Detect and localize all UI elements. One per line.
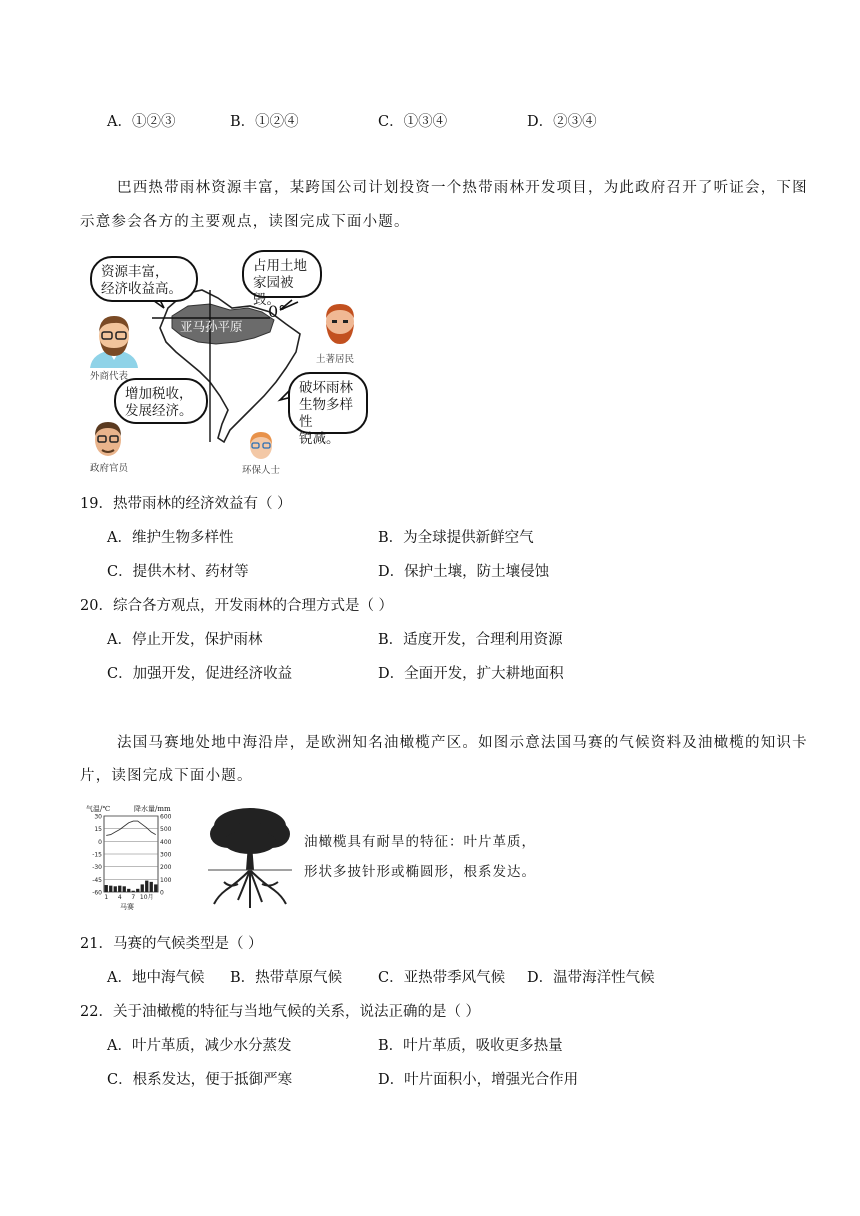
official-bubble: [114, 378, 208, 424]
q19-option-c: C．提供木材、药材等: [107, 564, 249, 580]
eco-activist-caption: 环保人士: [242, 465, 281, 476]
amazon-plain-label: 亚马孙平原: [180, 319, 243, 334]
q19-option-a: A．维护生物多样性: [107, 530, 234, 546]
foreign-rep-bubble: [90, 256, 198, 302]
left-axis-title: 气温/℃: [86, 805, 111, 813]
precip-bar: [145, 881, 148, 892]
left-tick-label: -60: [92, 889, 102, 897]
precip-bar: [150, 882, 153, 892]
q22-option-b: B．叶片革质，吸收更多热量: [378, 1038, 563, 1054]
olive-tree-icon: [208, 804, 292, 912]
intro2-line2: 片，读图完成下面小题。: [80, 768, 253, 784]
precip-bar: [141, 884, 144, 892]
q22-option-c: C．根系发达，便于抵御严寒: [107, 1072, 293, 1088]
right-tick-label: 600: [160, 813, 172, 821]
precip-bar: [118, 886, 121, 892]
olive-card-line2: 形状多披针形或椭圆形，根系发达。: [304, 864, 536, 880]
q22-stem: 22．关于油橄榄的特征与当地气候的关系，说法正确的是（ ）: [80, 1004, 481, 1020]
precip-bar: [105, 885, 108, 892]
foreign-rep-avatar-icon: [86, 312, 142, 368]
right-tick-label: 500: [160, 826, 172, 834]
foreign-rep-caption: 外商代表: [90, 371, 129, 382]
foreign-bubble-line2: 经济收益高。: [101, 281, 182, 297]
precip-bar: [136, 889, 139, 892]
climate-chart: [84, 804, 184, 914]
eco-activist-avatar-icon: [246, 428, 276, 464]
q22-option-a: A．叶片革质，减少水分蒸发: [107, 1038, 292, 1054]
q19-stem: 19．热带雨林的经济效益有（ ）: [80, 496, 292, 512]
eco-bubble-line2: 生物多样性: [299, 397, 353, 430]
brazil-figure: [80, 250, 380, 475]
q20-option-b: B．适度开发，合理利用资源: [378, 632, 563, 648]
x-tick-label: 4: [117, 894, 122, 901]
q21-stem: 21．马赛的气候类型是（ ）: [80, 936, 263, 952]
precip-bar: [123, 886, 126, 892]
precip-bar: [132, 891, 135, 892]
intro1-line2: 示意参会各方的主要观点，读图完成下面小题。: [80, 214, 410, 230]
q20-option-c: C．加强开发，促进经济收益: [107, 666, 293, 682]
station-label: 马赛: [120, 903, 134, 911]
native-resident-bubble: [242, 250, 322, 308]
official-bubble-line1: 增加税收，: [125, 386, 193, 402]
right-tick-label: 400: [160, 838, 172, 846]
intro2-line1: 法国马赛地处地中海沿岸，是欧洲知名油橄榄产区。如图示意法国马赛的气候资料及油橄榄的知识卡: [117, 735, 808, 751]
left-tick-label: 0: [98, 838, 102, 846]
q20-option-a: A．停止开发，保护雨林: [107, 632, 263, 648]
official-bubble-line2: 发展经济。: [125, 403, 193, 419]
right-axis-title: 降水量/mm: [134, 805, 171, 813]
q18-option-a: A．①②③: [107, 114, 176, 130]
q21-option-b: B．热带草原气候: [230, 970, 343, 986]
left-tick-label: -15: [92, 851, 102, 859]
left-tick-label: -45: [92, 876, 102, 884]
q18-option-b: B．①②④: [230, 114, 299, 130]
x-tick-label: 1: [104, 894, 109, 901]
left-tick-label: 15: [94, 826, 102, 834]
official-avatar-icon: [90, 418, 126, 460]
official-caption: 政府官员: [90, 463, 129, 474]
q19-option-b: B．为全球提供新鲜空气: [378, 530, 534, 546]
q18-option-d: D．②③④: [527, 114, 597, 130]
right-tick-label: 0: [160, 889, 164, 897]
q21-option-c: C．亚热带季风气候: [378, 970, 506, 986]
q20-option-d: D．全面开发，扩大耕地面积: [378, 666, 564, 682]
temperature-line: [106, 821, 156, 835]
climate-plot: [84, 804, 184, 914]
eco-activist-bubble: [288, 372, 368, 447]
q18-option-c: C．①③④: [378, 114, 448, 130]
left-tick-label: 30: [94, 813, 102, 821]
native-bubble-line1: 占用土地: [253, 258, 307, 274]
x-tick-label: 10月: [139, 894, 154, 901]
right-tick-label: 300: [160, 851, 172, 859]
intro1-line1: 巴西热带雨林资源丰富，某跨国公司计划投资一个热带雨林开发项目，为此政府召开了听证会，下图: [117, 180, 808, 196]
native-bubble-line2: 家园被毁。: [253, 275, 294, 308]
eco-bubble-line1: 破坏雨林: [299, 380, 353, 396]
native-resident-caption: 土著居民: [316, 354, 355, 365]
precip-bar: [114, 886, 117, 892]
olive-card-line1: 油橄榄具有耐旱的特征：叶片革质，: [304, 834, 536, 850]
right-tick-label: 100: [160, 876, 172, 884]
precip-bar: [109, 886, 112, 892]
q21-option-a: A．地中海气候: [107, 970, 205, 986]
precip-bar: [127, 889, 130, 892]
x-tick-label: 7: [131, 894, 136, 901]
foreign-bubble-line1: 资源丰富，: [101, 264, 169, 280]
q22-option-d: D．叶片面积小，增强光合作用: [378, 1072, 579, 1088]
q19-option-d: D．保护土壤，防土壤侵蚀: [378, 564, 550, 580]
eco-bubble-line3: 锐减。: [299, 431, 340, 447]
q21-option-d: D．温带海洋性气候: [527, 970, 655, 986]
precip-bar: [154, 884, 157, 892]
native-resident-avatar-icon: [320, 300, 360, 346]
right-tick-label: 200: [160, 864, 172, 872]
q20-stem: 20．综合各方观点，开发雨林的合理方式是（ ）: [80, 598, 394, 614]
equator-label: 0°: [268, 302, 287, 321]
left-tick-label: -30: [92, 864, 102, 872]
